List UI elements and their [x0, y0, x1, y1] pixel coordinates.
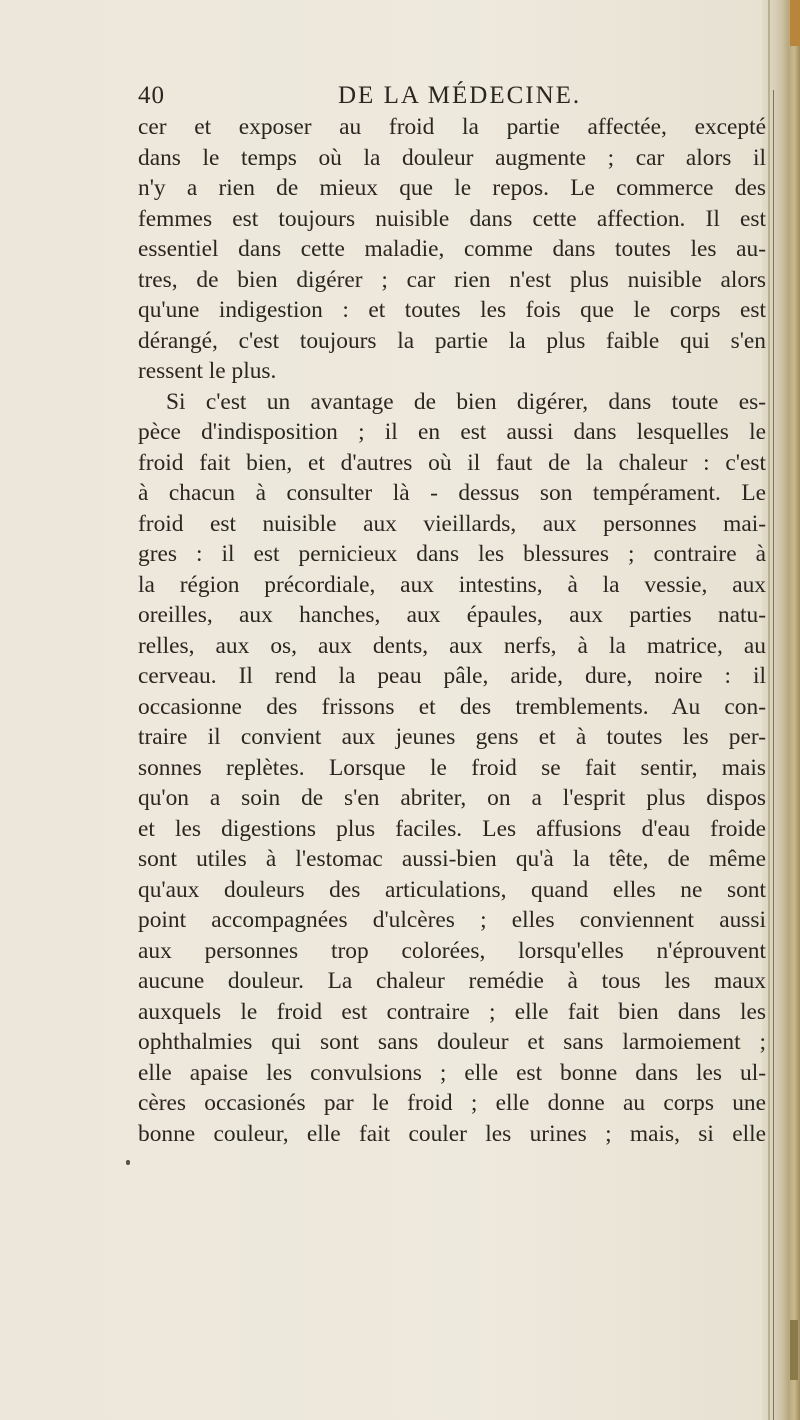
page-edge-line — [773, 90, 774, 1420]
text-line: froid fait bien, et d'autres où il faut de la chaleur : c'est — [138, 449, 766, 476]
text-line: pèce d'indisposition ; il en est aussi dans lesquelles le — [138, 419, 766, 445]
text-line: aux personnes trop colorées, lorsqu'elles n'éprouvent — [138, 937, 766, 964]
text-line: elle apaise les convulsions ; elle est bonne dans les ul- — [138, 1059, 766, 1086]
text-line: qu'aux douleurs des articulations, quand elles ne sont — [138, 876, 766, 903]
text-line: tres, de bien digérer ; car rien n'est plus nuisible alors — [138, 266, 766, 293]
page-fold — [768, 0, 770, 1420]
text-line: la région précordiale, aux intestins, à la vessie, aux — [138, 571, 766, 598]
paragraph-start-line: Si c'est un avantage de bien digérer, dans toute es- — [166, 388, 766, 415]
text-line: point accompagnées d'ulcères ; elles conviennent aussi — [138, 907, 766, 933]
text-line: aucune douleur. La chaleur remédie à tous les maux — [138, 968, 766, 994]
corner-mark — [790, 0, 800, 46]
text-line: qu'une indigestion : et toutes les fois que le corps est — [138, 297, 766, 323]
text-line: qu'on a soin de s'en abriter, on a l'esprit plus dispos — [138, 785, 766, 811]
text-line: ophthalmies qui sont sans douleur et sans larmoiement ; — [138, 1029, 766, 1055]
text-line: femmes est toujours nuisible dans cette affection. Il est — [138, 205, 766, 232]
text-line: n'y a rien de mieux que le repos. Le commerce des — [138, 175, 766, 201]
text-line: à chacun à consulter là - dessus son tempérament. Le — [138, 480, 766, 506]
text-line: essentiel dans cette maladie, comme dans toutes les au- — [138, 236, 766, 262]
text-line: ressent le plus. — [138, 358, 277, 384]
text-line: sont utiles à l'estomac aussi-bien qu'à la tête, de même — [138, 846, 766, 872]
text-line: relles, aux os, aux dents, aux nerfs, à la matrice, au — [138, 632, 766, 659]
text-line: cères occasionés par le froid ; elle donne au corps une — [138, 1090, 766, 1116]
text-line: froid est nuisible aux vieillards, aux personnes mai- — [138, 510, 766, 537]
text-line: dérangé, c'est toujours la partie la plus faible qui s'en — [138, 327, 766, 354]
text-line: bonne couleur, elle fait couler les urines ; mais, si elle — [138, 1120, 766, 1147]
text-line: et les digestions plus faciles. Les affusions d'eau froide — [138, 815, 766, 842]
text-line: sonnes replètes. Lorsque le froid se fait sentir, mais — [138, 754, 766, 781]
text-line: dans le temps où la douleur augmente ; car alors il — [138, 144, 766, 171]
text-line: cer et exposer au froid la partie affectée, excepté — [138, 114, 766, 140]
text-line: oreilles, aux hanches, aux épaules, aux parties natu- — [138, 602, 766, 628]
text-line: auxquels le froid est contraire ; elle fait bien dans les — [138, 998, 766, 1025]
running-title: DE LA MÉDECINE. — [338, 82, 582, 109]
text-line: cerveau. Il rend la peau pâle, aride, dure, noire : il — [138, 663, 766, 689]
page-number: 40 — [138, 82, 165, 109]
text-line: traire il convient aux jeunes gens et à toutes les per- — [138, 724, 766, 750]
text-line: gres : il est pernicieux dans les blessures ; contraire à — [138, 541, 766, 567]
body-text — [138, 112, 766, 1149]
ink-speck — [126, 1160, 130, 1165]
text-line: occasionne des frissons et des tremblements. Au con- — [138, 693, 766, 720]
bottom-edge-mark — [790, 1320, 798, 1380]
